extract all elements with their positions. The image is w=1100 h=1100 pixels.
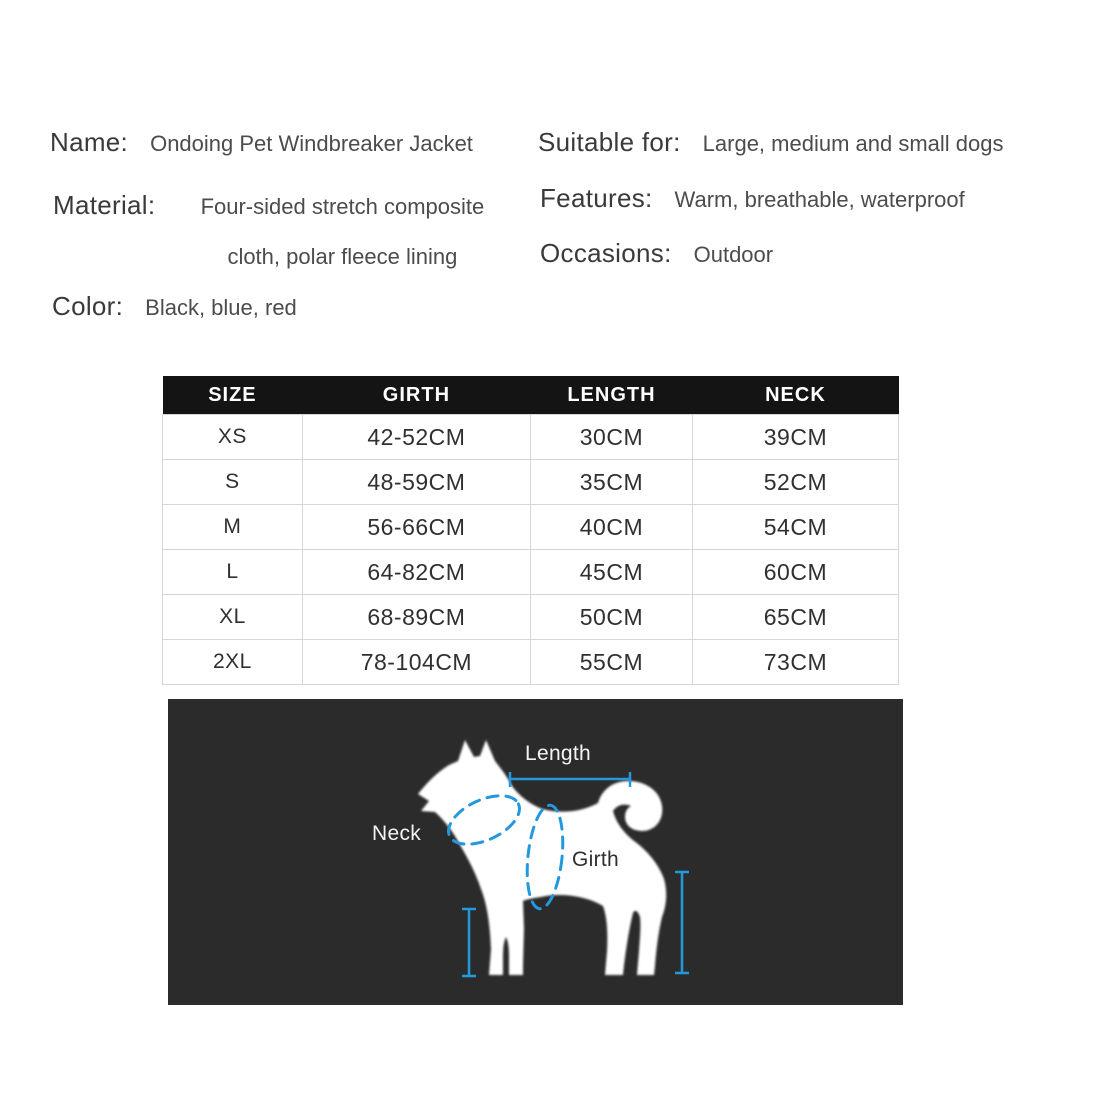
cell-length: 45CM xyxy=(530,550,692,595)
color-value: Black, blue, red xyxy=(145,295,297,320)
info-row-features xyxy=(540,183,965,214)
cell-length: 55CM xyxy=(530,640,692,685)
info-row-suitable xyxy=(538,127,1003,158)
info-row-material xyxy=(53,182,507,282)
girth-label: Girth xyxy=(572,848,620,871)
name-value: Ondoing Pet Windbreaker Jacket xyxy=(150,131,473,156)
table-row xyxy=(163,460,899,505)
cell-neck: 54CM xyxy=(692,505,898,550)
cell-size: XS xyxy=(163,415,303,460)
cell-girth: 42-52CM xyxy=(302,415,530,460)
occasions-label: Occasions: xyxy=(540,238,672,268)
length-label: Length xyxy=(524,742,592,765)
cell-neck: 60CM xyxy=(692,550,898,595)
info-row-occasions xyxy=(540,238,773,269)
cell-length: 40CM xyxy=(530,505,692,550)
cell-length: 30CM xyxy=(530,415,692,460)
cell-girth: 56-66CM xyxy=(302,505,530,550)
table-header-row xyxy=(163,376,899,415)
cell-length: 35CM xyxy=(530,460,692,505)
table-row xyxy=(163,505,899,550)
measurement-diagram-panel xyxy=(168,699,903,1005)
table-row xyxy=(163,415,899,460)
suitable-label: Suitable for: xyxy=(538,127,681,157)
info-row-color xyxy=(52,291,297,322)
cell-size: XL xyxy=(163,595,303,640)
header-girth: GIRTH xyxy=(302,376,530,415)
table-row xyxy=(163,550,899,595)
color-label: Color: xyxy=(52,291,124,321)
cell-length: 50CM xyxy=(530,595,692,640)
material-label: Material: xyxy=(53,190,156,220)
suitable-value: Large, medium and small dogs xyxy=(702,131,1004,156)
table-row xyxy=(163,595,899,640)
features-value: Warm, breathable, waterproof xyxy=(674,187,965,212)
cell-girth: 64-82CM xyxy=(302,550,530,595)
cell-size: L xyxy=(163,550,303,595)
header-length: LENGTH xyxy=(530,376,692,415)
features-label: Features: xyxy=(540,183,653,213)
occasions-value: Outdoor xyxy=(693,242,774,267)
cell-size: 2XL xyxy=(163,640,303,685)
cell-girth: 78-104CM xyxy=(302,640,530,685)
header-size: SIZE xyxy=(163,376,303,415)
cell-size: M xyxy=(163,505,303,550)
cell-girth: 68-89CM xyxy=(302,595,530,640)
header-neck: NECK xyxy=(692,376,898,415)
info-row-name xyxy=(50,127,473,158)
cell-neck: 39CM xyxy=(692,415,898,460)
name-label: Name: xyxy=(50,127,129,157)
material-value: Four-sided stretch composite cloth, polar fleece lining xyxy=(200,194,485,269)
cell-neck: 52CM xyxy=(692,460,898,505)
neck-label: Neck xyxy=(372,822,422,845)
cell-neck: 73CM xyxy=(692,640,898,685)
table-row xyxy=(163,640,899,685)
cell-size: S xyxy=(163,460,303,505)
cell-girth: 48-59CM xyxy=(302,460,530,505)
cell-neck: 65CM xyxy=(692,595,898,640)
size-table xyxy=(162,376,899,685)
